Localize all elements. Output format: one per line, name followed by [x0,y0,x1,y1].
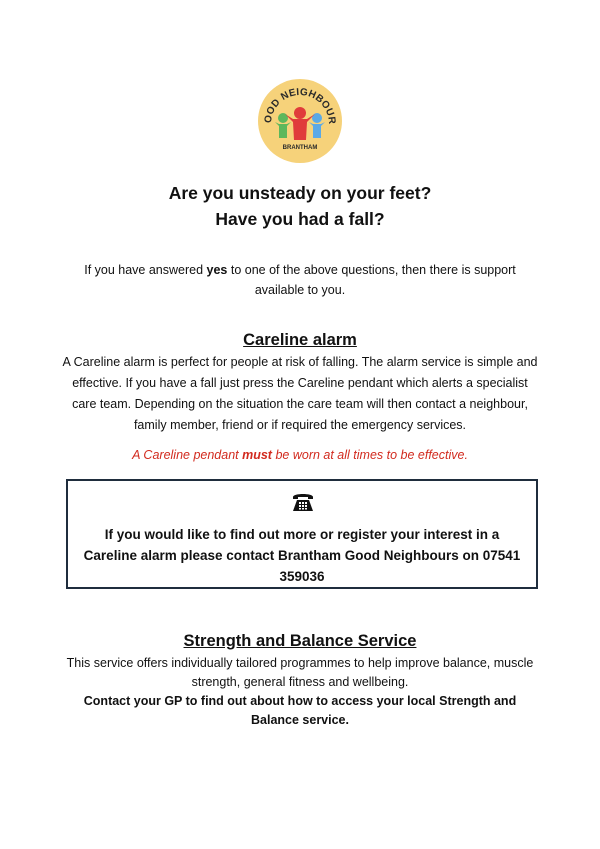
telephone-icon [291,491,315,513]
warning-text-after: be worn at all times to be effective. [271,448,468,462]
contact-box [66,479,538,589]
careline-title: Careline alarm [243,331,357,349]
strength-balance-contact: Contact your GP to find out about how to access your local Strength and Balance service. [83,694,517,727]
intro-text-before: If you have answered [84,263,207,277]
intro-text-after: to one of the above questions, then there is support available to you. [227,263,516,297]
svg-text:GOOD NEIGHBOURS: OOD NEIGHBOUR [262,86,338,125]
page-heading [0,180,600,232]
careline-description: A Careline alarm is perfect for people at risk of falling. The alarm service is simple and effective. If you have a fall just press the Careline pendant which alerts a specialist care team. Depending on the situation the care team will then contact a neighbour, family member, friend or if required the emergency services. [62,355,538,432]
contact-text: If you would like to find out more or register your interest in a Careline alarm please contact Brantham Good Neighbours on 07541 359036 [83,527,521,584]
warning-emphasis: must [242,448,272,462]
intro-emphasis: yes [206,263,228,277]
svg-text:BRANTHAM: BRANTHAM [282,145,318,151]
warning-text-before: A Careline pendant [132,448,243,462]
good-neighbours-logo [257,78,343,164]
careline-warning [0,448,600,462]
strength-balance-title: Strength and Balance Service [183,632,417,650]
strength-balance-description: This service offers individually tailored programmes to help improve balance, muscle strength, general fitness and wellbeing. [66,656,534,689]
heading-line-1: Are you unsteady on your feet? [168,183,432,203]
heading-line-2: Have you had a fall? [215,209,385,229]
intro-paragraph [70,260,530,300]
